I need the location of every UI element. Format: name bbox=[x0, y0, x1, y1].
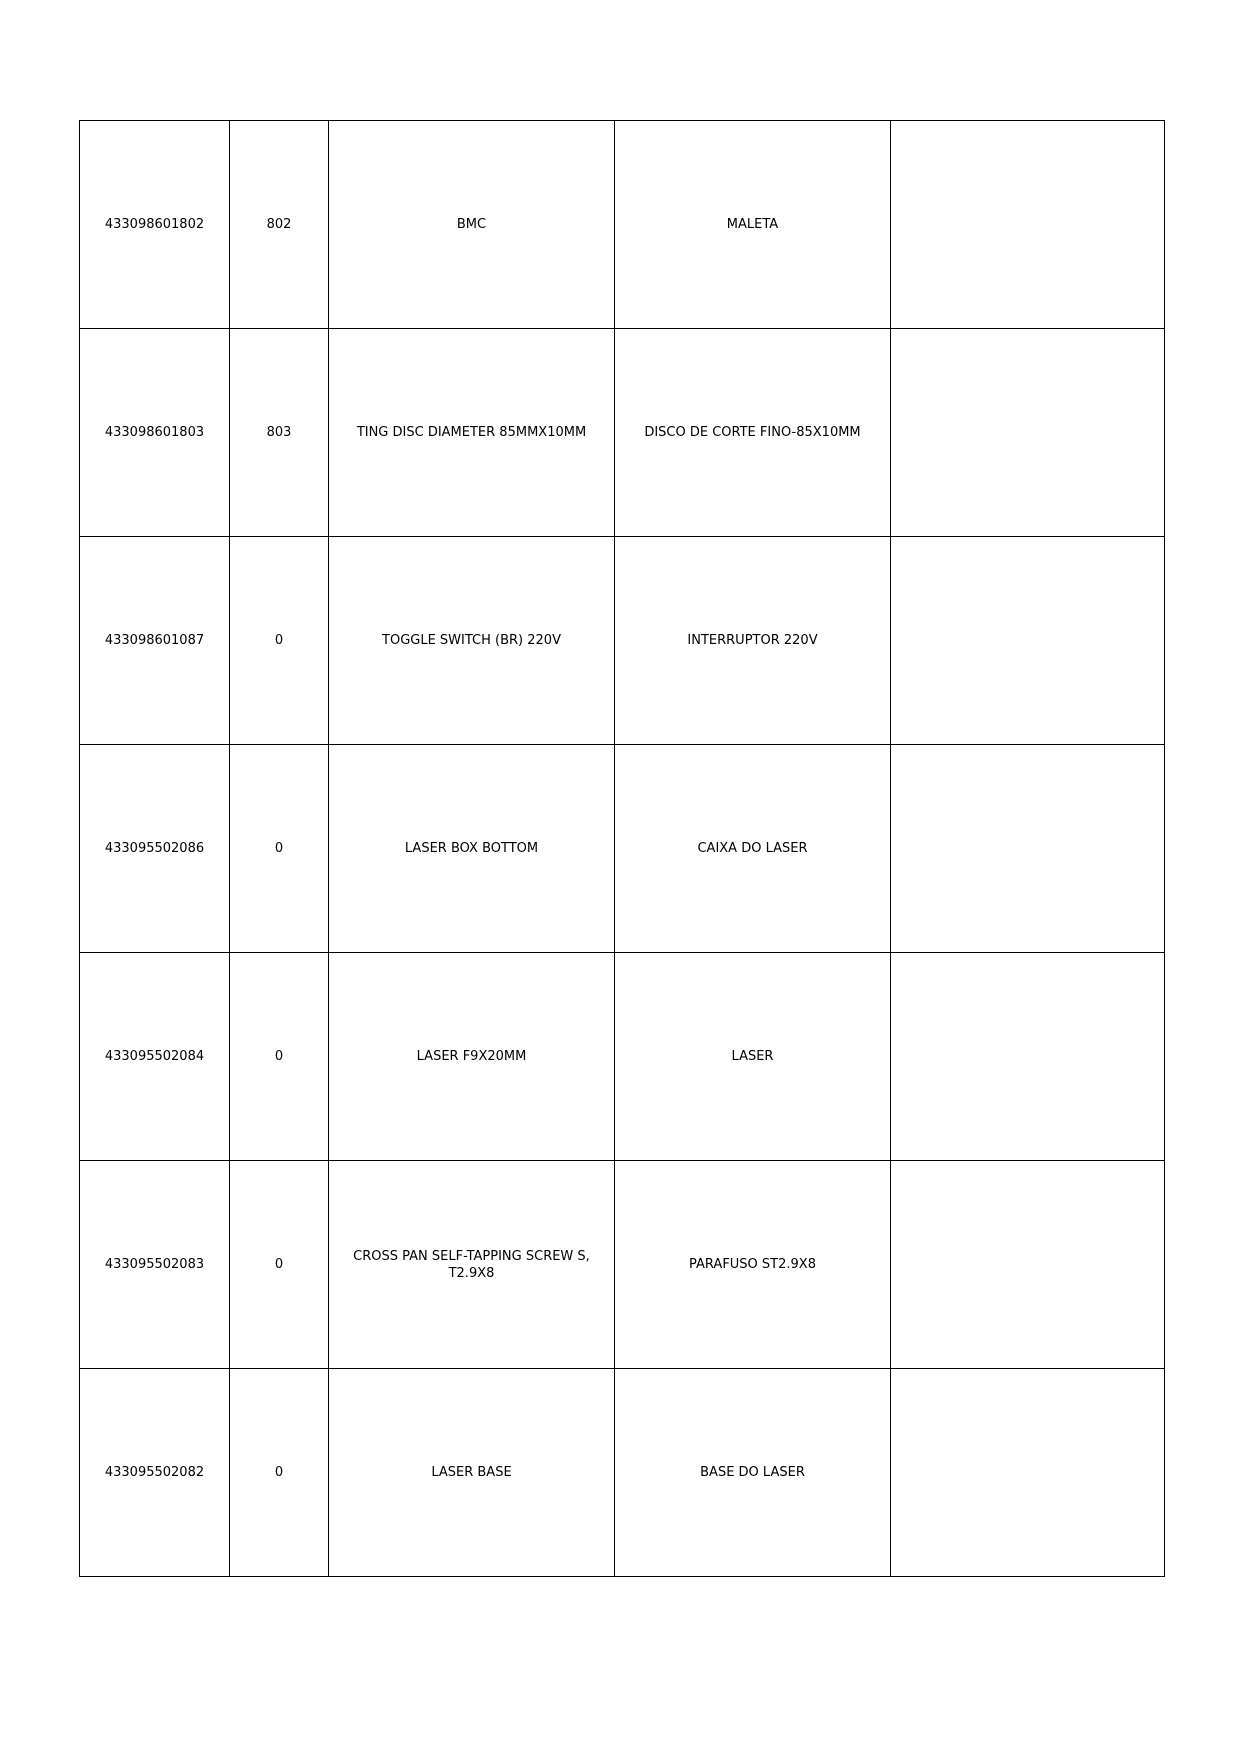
description-en-cell: LASER BASE bbox=[329, 1369, 615, 1577]
description-pt-cell: PARAFUSO ST2.9X8 bbox=[615, 1161, 891, 1369]
notes-cell bbox=[891, 953, 1165, 1161]
part-code-cell: 433098601803 bbox=[80, 329, 230, 537]
table-row bbox=[80, 121, 1165, 329]
description-pt-cell: MALETA bbox=[615, 121, 891, 329]
description-en-cell: TING DISC DIAMETER 85MMX10MM bbox=[329, 329, 615, 537]
position-cell: 802 bbox=[230, 121, 329, 329]
description-en-cell: LASER BOX BOTTOM bbox=[329, 745, 615, 953]
table-row bbox=[80, 1161, 1165, 1369]
notes-cell bbox=[891, 1161, 1165, 1369]
table-row bbox=[80, 329, 1165, 537]
description-pt-cell: DISCO DE CORTE FINO-85X10MM bbox=[615, 329, 891, 537]
position-cell: 0 bbox=[230, 537, 329, 745]
notes-cell bbox=[891, 745, 1165, 953]
notes-cell bbox=[891, 329, 1165, 537]
part-code-cell: 433098601802 bbox=[80, 121, 230, 329]
position-cell: 0 bbox=[230, 1161, 329, 1369]
notes-cell bbox=[891, 121, 1165, 329]
table-row bbox=[80, 745, 1165, 953]
table-row bbox=[80, 953, 1165, 1161]
description-en-cell: BMC bbox=[329, 121, 615, 329]
position-cell: 0 bbox=[230, 745, 329, 953]
part-code-cell: 433095502086 bbox=[80, 745, 230, 953]
table-row bbox=[80, 537, 1165, 745]
description-en-cell: LASER F9X20MM bbox=[329, 953, 615, 1161]
table-row bbox=[80, 1369, 1165, 1577]
part-code-cell: 433098601087 bbox=[80, 537, 230, 745]
notes-cell bbox=[891, 1369, 1165, 1577]
position-cell: 803 bbox=[230, 329, 329, 537]
description-en-cell: TOGGLE SWITCH (BR) 220V bbox=[329, 537, 615, 745]
parts-table bbox=[79, 120, 1165, 1577]
description-pt-cell: INTERRUPTOR 220V bbox=[615, 537, 891, 745]
position-cell: 0 bbox=[230, 1369, 329, 1577]
description-pt-cell: LASER bbox=[615, 953, 891, 1161]
part-code-cell: 433095502082 bbox=[80, 1369, 230, 1577]
notes-cell bbox=[891, 537, 1165, 745]
description-pt-cell: BASE DO LASER bbox=[615, 1369, 891, 1577]
description-pt-cell: CAIXA DO LASER bbox=[615, 745, 891, 953]
part-code-cell: 433095502083 bbox=[80, 1161, 230, 1369]
position-cell: 0 bbox=[230, 953, 329, 1161]
part-code-cell: 433095502084 bbox=[80, 953, 230, 1161]
description-en-cell: CROSS PAN SELF-TAPPING SCREW S, T2.9X8 bbox=[329, 1161, 615, 1369]
